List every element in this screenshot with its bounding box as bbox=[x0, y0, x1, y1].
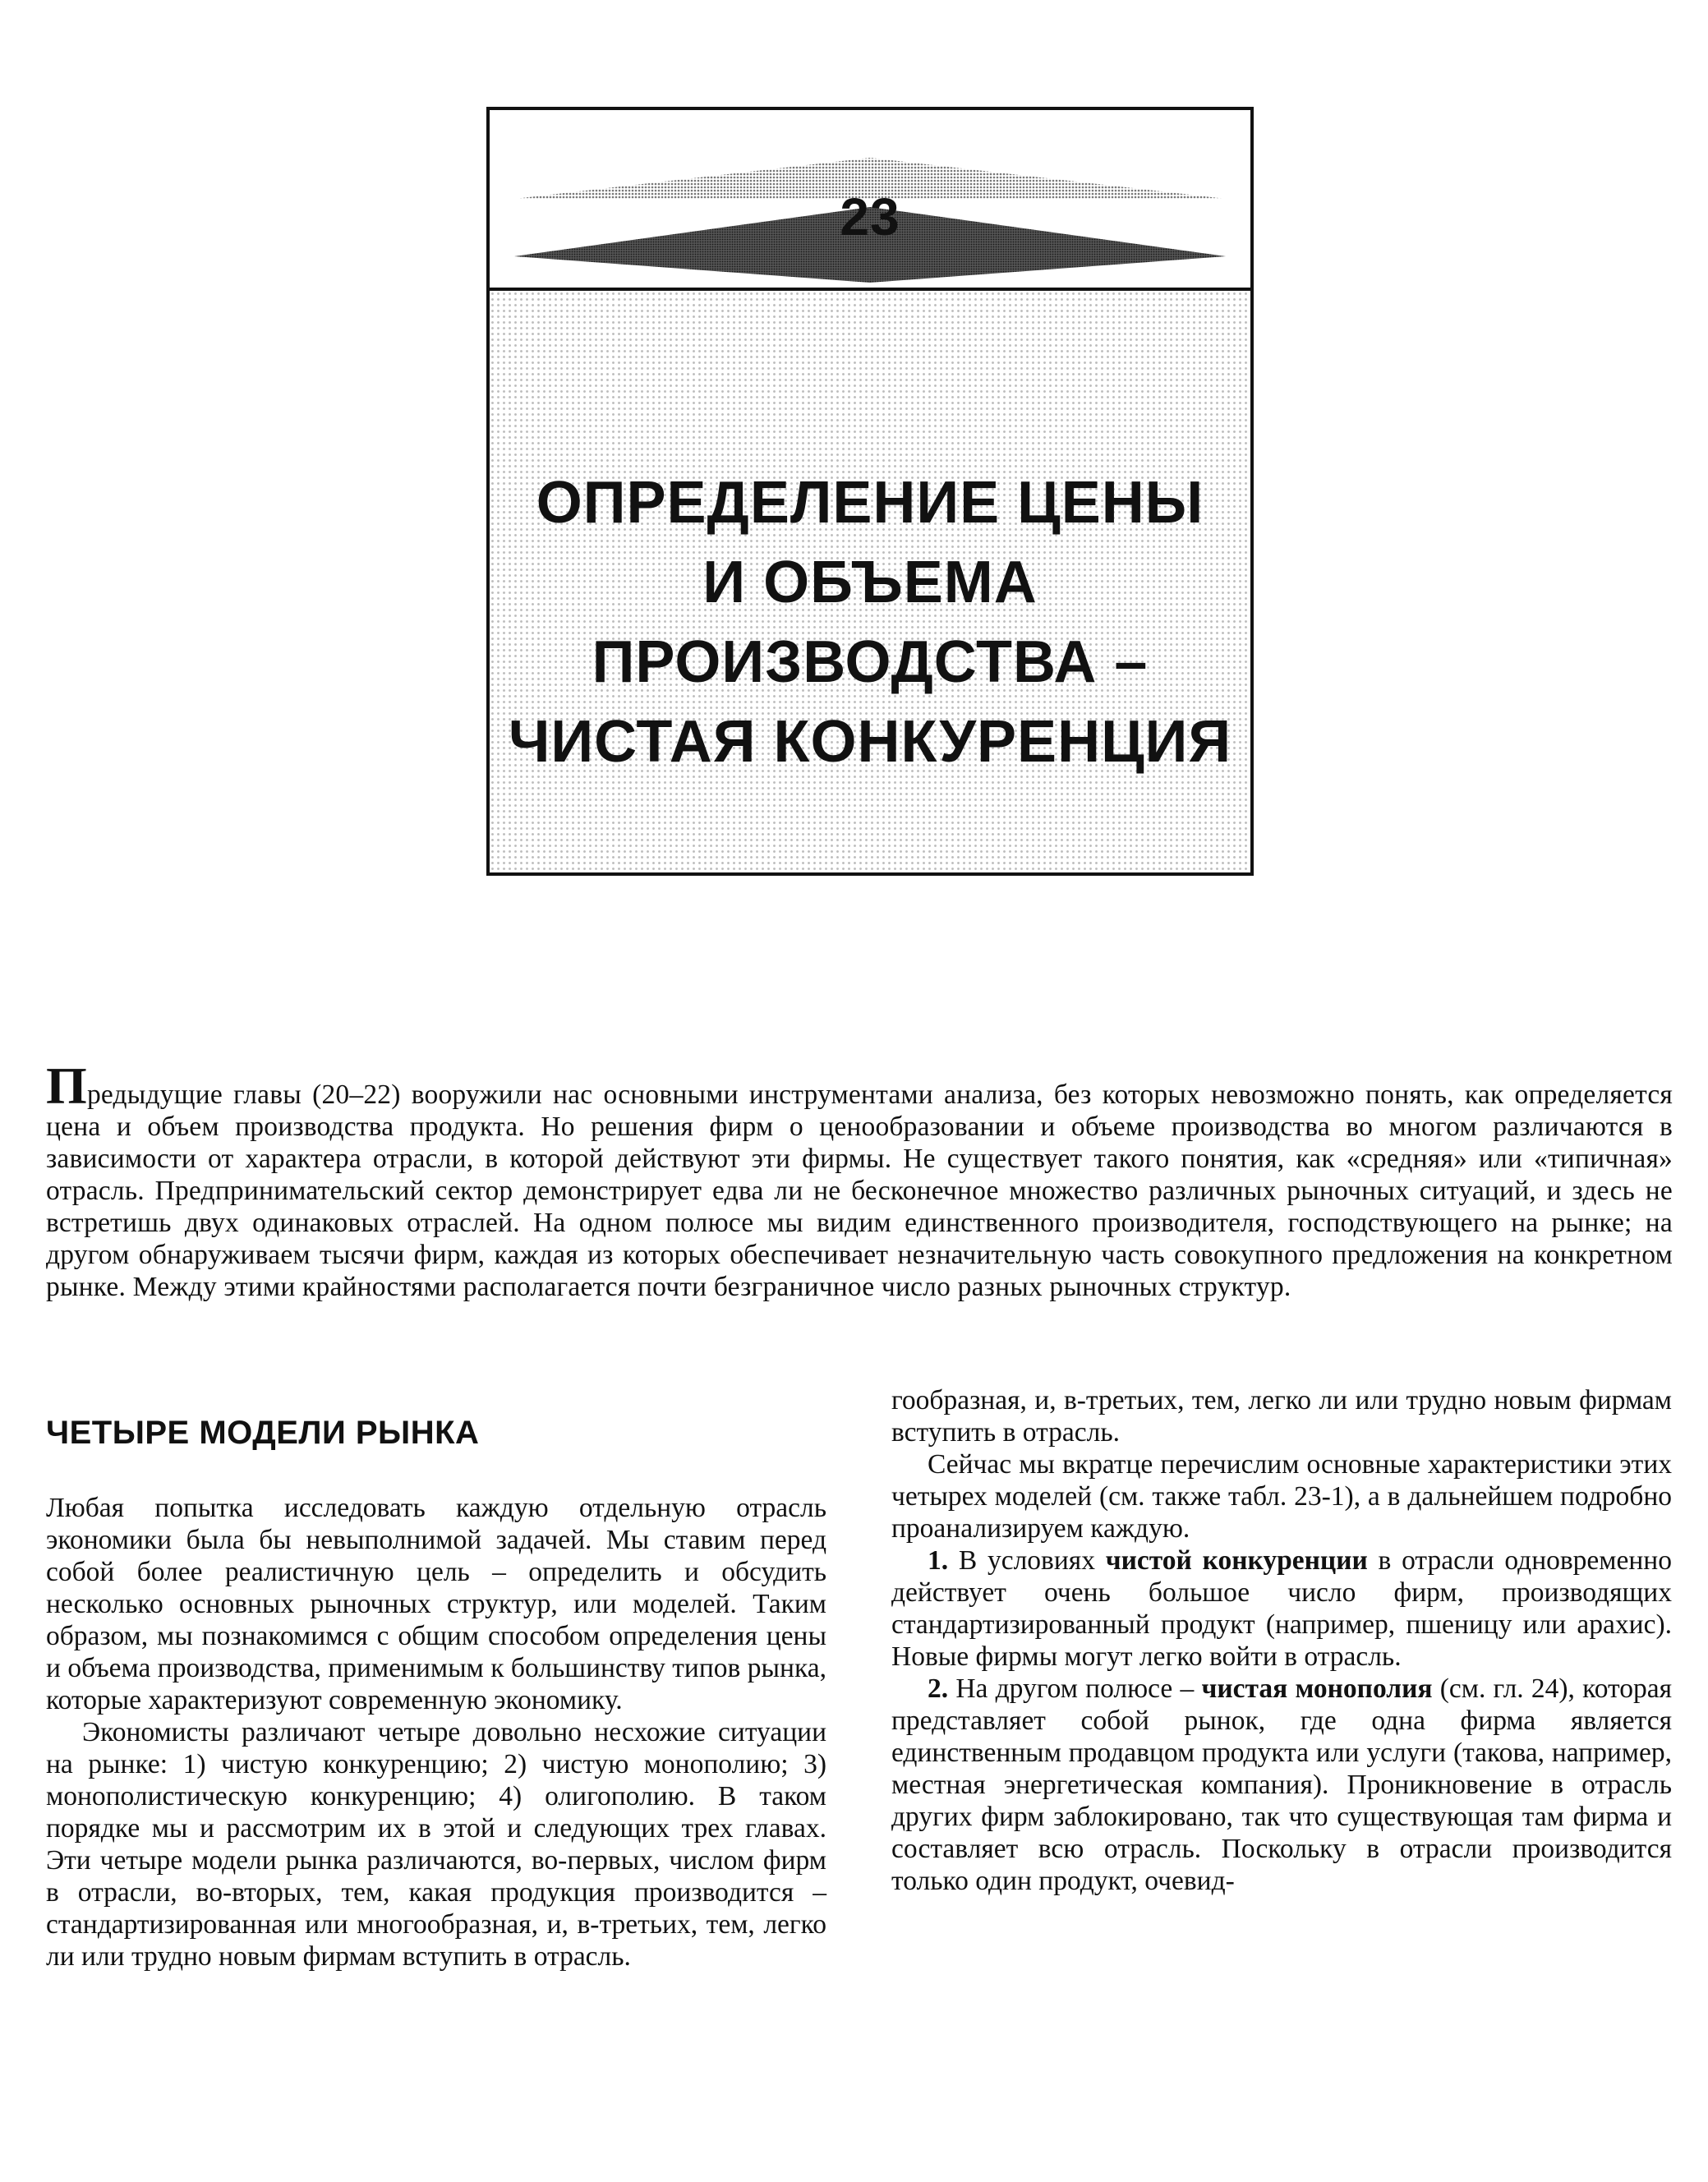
list-item-pure-competition bbox=[891, 1544, 1672, 1673]
chapter-title-line: ЧИСТАЯ КОНКУРЕНЦИЯ bbox=[508, 709, 1232, 775]
chapter-title-area bbox=[490, 291, 1250, 876]
list-number: 2. bbox=[928, 1673, 949, 1704]
section-heading: ЧЕТЫРЕ МОДЕЛИ РЫНКА bbox=[46, 1415, 480, 1451]
chapter-title-line: И ОБЪЕМА bbox=[702, 550, 1038, 615]
chapter-title-line: ОПРЕДЕЛЕНИЕ ЦЕНЫ bbox=[536, 470, 1204, 536]
chapter-header-box bbox=[486, 107, 1254, 876]
list-text: На другом полюсе – bbox=[948, 1673, 1202, 1704]
drop-cap: П bbox=[46, 1056, 87, 1115]
list-number: 1. bbox=[928, 1545, 949, 1576]
right-column bbox=[891, 1384, 1672, 1897]
key-term: чистая монополия bbox=[1201, 1673, 1433, 1704]
body-paragraph-continued: гообразная, и, в-третьих, тем, легко ли или трудно новым фирмам вступить в отрасль. bbox=[891, 1385, 1672, 1448]
chapter-title-line: ПРОИЗВОДСТВА – bbox=[592, 629, 1149, 695]
chapter-number: 23 bbox=[840, 187, 900, 246]
chapter-number-band bbox=[490, 110, 1250, 291]
intro-text: редыдущие главы (20–22) вооружили нас основными инструментами анализа, без которых невозможно понять, как определяется цена и объем производства продукта. Но решения фирм о ценообразовании и объеме производства во многом различаются в зависимости от характера отрасли, в которой действуют эти фирмы. Не существует такого понятия, как «средняя» или «типичная» отрасль. Предпринимательский сектор демонстрирует едва ли не бесконечное множество различных рыночных ситуаций, и здесь не встретишь двух одинаковых отраслей. На одном полюсе мы видим единственного производителя, господствующего на рынке; на другом обнаруживаем тысячи фирм, каждая из которых обеспечивает незначительную часть совокупного предложения на конкретном рынке. Между этими крайностями располагается почти безграничное число разных рыночных структур. bbox=[46, 1079, 1673, 1302]
body-paragraph: Сейчас мы вкратце перечислим основные характеристики этих четырех моделей (см. также табл. 23-1), а в дальнейшем подробно проанализируем каждую. bbox=[891, 1449, 1672, 1544]
list-text: В условиях bbox=[948, 1545, 1106, 1576]
list-text: (см. гл. 24), которая представляет собой рынок, где одна фирма является единственным продавцом продукта или услуги (такова, например, местная энергетическая компания). Проникновение в отрасль других фирм заблокировано, так что существующая там фирма и составляет всю отрасль. Поскольку в отрасли производится только один продукт, очевид- bbox=[891, 1673, 1673, 1896]
body-paragraph: Экономисты различают четыре довольно несхожие ситуации на рынке: 1) чистую конкуренцию; 2) чистую монополию; 3) монополистическую конкуренцию; 4) олигополию. В таком порядке мы и рассмотрим их в этой и следующих трех главах. Эти четыре модели рынка различаются, во-первых, числом фирм в отрасли, во-вторых, тем, какая продукция производится – стандартизированная или многообразная, и, в-третьих, тем, легко ли или трудно новым фирмам вступить в отрасль. bbox=[46, 1717, 826, 1972]
intro-paragraph bbox=[46, 1056, 1673, 1303]
key-term: чистой конкуренции bbox=[1105, 1545, 1368, 1576]
list-item-pure-monopoly bbox=[891, 1673, 1672, 1897]
body-paragraph: Любая попытка исследовать каждую отдельную отрасль экономики была бы невыполнимой задачей. Мы ставим перед собой более реалистичную цель – определить и обсудить несколько основных рыночных структур, или моделей. Таким образом, мы познакомимся с общим способом определения цены и объема производства, применимым к большинству типов рынка, которые характеризуют современную экономику. bbox=[46, 1493, 826, 1715]
list-text: в отрасли одновременно действует очень большое число фирм, производящих стандартизированный продукт (например, пшеницу или арахис). Новые фирмы могут легко войти в отрасль. bbox=[891, 1545, 1672, 1672]
left-column bbox=[46, 1384, 826, 1973]
chapter-title bbox=[490, 463, 1250, 782]
